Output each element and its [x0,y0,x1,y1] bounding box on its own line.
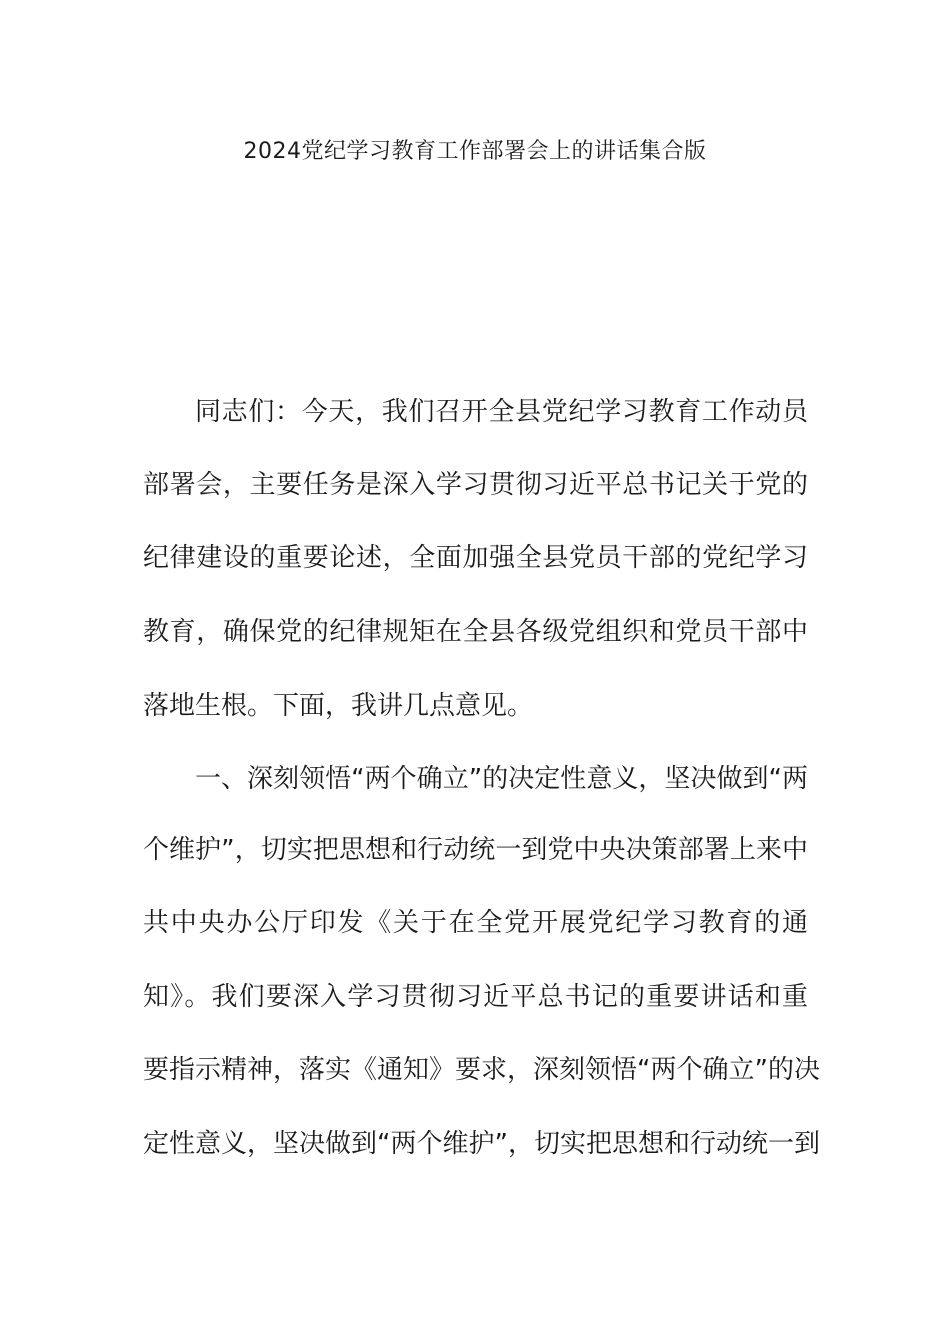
paragraph-line-2: 部署会，主要任务是深入学习贯彻习近平总书记关于党的 [143,470,808,500]
paragraph-line-7: 知》。我们要深入学习贯彻习近平总书记的重要讲话和重 [143,982,808,1012]
paragraph-line-6: 共中央办公厅印发《关于在全党开展党纪学习教育的通 [143,908,808,938]
document-title: 2024党纪学习教育工作部署会上的讲话集合版 [243,139,707,164]
paragraph-line-3: 纪律建设的重要论述，全面加强全县党员干部的党纪学习 [143,543,808,573]
paragraph-line-4: 教育，确保党的纪律规矩在全县各级党组织和党员干部中 [143,617,808,647]
section-heading-line-2: 个维护”，切实把思想和行动统一到党中央决策部署上来中 [143,835,808,865]
paragraph-line-9: 定性意义，坚决做到“两个维护”，切实把思想和行动统一到 [143,1129,820,1159]
paragraph-line-8: 要指示精神，落实《通知》要求，深刻领悟“两个确立”的决 [143,1055,820,1085]
section-heading-line-1: 一、深刻领悟“两个确立”的决定性意义，坚决做到“两 [195,764,808,794]
paragraph-line-5: 落地生根。下面，我讲几点意见。 [143,691,534,721]
paragraph-line-1: 同志们：今天，我们召开全县党纪学习教育工作动员 [195,397,808,427]
